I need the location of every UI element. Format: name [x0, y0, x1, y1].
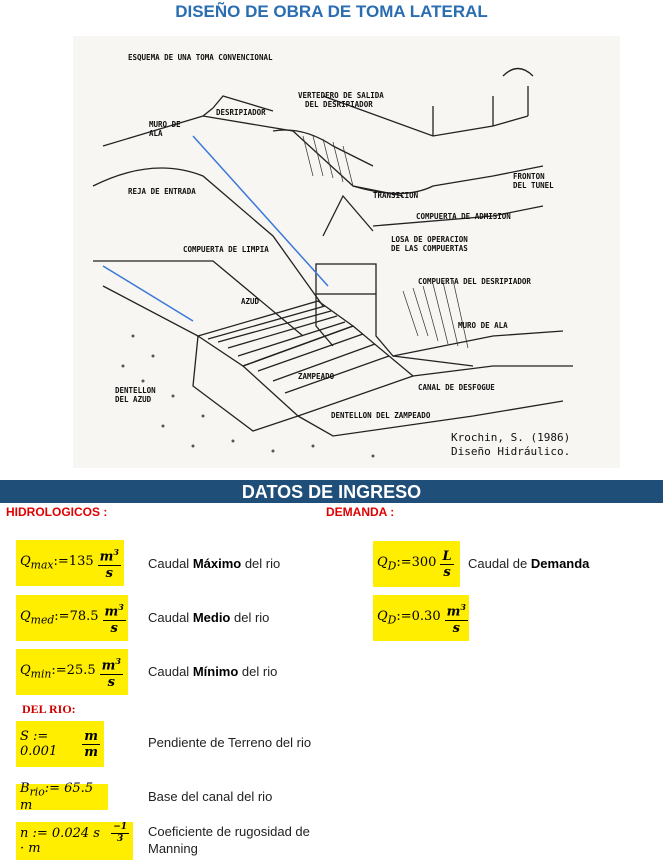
label-reja: REJA DE ENTRADA: [128, 187, 196, 196]
qd-m3-unit-num: m: [446, 604, 461, 620]
label-zampeado: ZAMPEADO: [298, 372, 335, 381]
page-title: DISEÑO DE OBRA DE TOMA LATERAL: [175, 2, 488, 21]
qd-m3-unit-den: s: [452, 620, 460, 636]
qd-l-subscript: D: [387, 559, 397, 573]
label-canal: CANAL DE DESFOGUE: [418, 383, 495, 392]
qmax-value: 135: [68, 554, 94, 570]
qmed-unit-num: m: [104, 604, 119, 620]
manning-exp-den: 3: [116, 834, 124, 844]
qmin-value: 25.5: [66, 663, 96, 679]
qmin-unit-den: s: [107, 674, 115, 690]
manning-exp-num: −1: [113, 822, 127, 832]
qd-l-operator: :=: [396, 555, 412, 571]
label-dentellon-zampeado: DENTELLON DEL ZAMPEADO: [331, 411, 431, 420]
label-compuerta-limpia: COMPUERTA DE LIMPIA: [183, 245, 269, 254]
label-azud: AZUD: [241, 297, 260, 306]
qmed-description: Caudal Medio del rio: [148, 610, 270, 625]
qmin-subscript: min: [30, 667, 52, 681]
qd-m3-symbol: Q: [377, 609, 388, 625]
manning-formula[interactable]: [16, 822, 133, 860]
qmax-unit-den: s: [105, 565, 113, 581]
label-compuerta-admision: COMPUERTA DE ADMISION: [416, 212, 511, 221]
input-data-banner: DATOS DE INGRESO: [0, 480, 663, 503]
manning-description-1: Coeficiente de rugosidad de: [148, 824, 310, 839]
qd-description: Caudal de Demanda: [468, 556, 590, 571]
base-value: := 65.5 m: [20, 780, 94, 814]
qmed-formula[interactable]: [16, 595, 128, 641]
qd-m3-formula[interactable]: [373, 595, 469, 641]
qd-l-unit-den: s: [443, 564, 451, 580]
label-fronton: FRONTON: [513, 172, 545, 181]
drawing-heading: ESQUEMA DE UNA TOMA CONVENCIONAL: [128, 53, 273, 62]
qmin-formula[interactable]: [16, 649, 128, 695]
base-formula[interactable]: [16, 780, 108, 814]
slope-unit-den: m: [84, 744, 98, 760]
qmin-operator: :=: [51, 663, 67, 679]
qmax-symbol: Q: [20, 554, 31, 570]
qmed-value: 78.5: [69, 609, 99, 625]
label-muro-ala-2: ALA: [149, 129, 163, 138]
qmax-description: Caudal Máximo del rio: [148, 556, 281, 571]
label-vertedero: VERTEDERO DE SALIDA: [298, 91, 384, 100]
qmax-unit-exp: 3: [113, 547, 119, 558]
qmin-symbol: Q: [20, 663, 31, 679]
label-fronton-2: DEL TUNEL: [513, 181, 554, 190]
qd-m3-unit-exp: 3: [460, 602, 466, 613]
qmed-operator: :=: [54, 609, 70, 625]
intake-scheme-drawing: [73, 36, 620, 468]
qmed-unit-den: s: [110, 620, 118, 636]
base-subscript: rio: [29, 785, 45, 799]
qmed-unit-exp: 3: [118, 602, 124, 613]
base-description: Base del canal del rio: [148, 789, 273, 804]
label-dentellon-azud: DENTELLON: [115, 386, 156, 395]
base-symbol: B: [20, 780, 30, 796]
label-dentellon-azud-2: DEL AZUD: [115, 395, 152, 404]
label-desripiador: DESRIPIADOR: [216, 108, 266, 117]
qmin-unit-num: m: [101, 658, 116, 674]
qd-l-unit-num: L: [442, 548, 452, 564]
section-demanda: DEMANDA :: [326, 505, 395, 519]
qmax-unit-num: m: [99, 549, 114, 565]
label-muro-ala-der: MURO DE ALA: [458, 321, 508, 330]
qd-l-symbol: Q: [377, 555, 388, 571]
slope-unit-num: m: [84, 728, 98, 744]
manning-description-2: Manning: [148, 841, 198, 856]
slope-description: Pendiente de Terreno del rio: [148, 735, 312, 750]
qmin-unit-exp: 3: [115, 656, 121, 667]
label-compuerta-desripiador: COMPUERTA DEL DESRIPIADOR: [418, 277, 531, 286]
citation-title: Diseño Hidráulico.: [451, 445, 571, 458]
qmin-description: Caudal Mínimo del rio: [148, 664, 278, 679]
label-vertedero-2: DEL DESRIPIADOR: [305, 100, 373, 109]
qmax-subscript: max: [30, 558, 54, 572]
qd-m3-value: 0.30: [411, 609, 441, 625]
citation-author: Krochin, S. (1986): [451, 431, 571, 444]
manning-value: n := 0.024 s · m: [20, 826, 100, 856]
qmed-subscript: med: [30, 613, 55, 627]
label-losa-2: DE LAS COMPUERTAS: [391, 244, 468, 253]
qd-liters-formula[interactable]: [373, 541, 460, 587]
qmed-symbol: Q: [20, 609, 31, 625]
qd-m3-operator: :=: [396, 609, 412, 625]
qd-l-value: 300: [411, 555, 437, 571]
slope-formula[interactable]: [16, 721, 104, 767]
label-muro-ala: MURO DE: [149, 120, 181, 129]
qmax-formula[interactable]: [16, 540, 124, 586]
qmax-operator: :=: [53, 554, 69, 570]
qd-m3-subscript: D: [387, 613, 397, 627]
section-hidrologicos: HIDROLOGICOS :: [6, 505, 108, 519]
slope-value: S := 0.001: [20, 729, 58, 759]
label-transicion: TRANSICION: [373, 191, 419, 200]
section-del-rio: DEL RIO:: [22, 702, 76, 716]
label-losa: LOSA DE OPERACION: [391, 235, 468, 244]
